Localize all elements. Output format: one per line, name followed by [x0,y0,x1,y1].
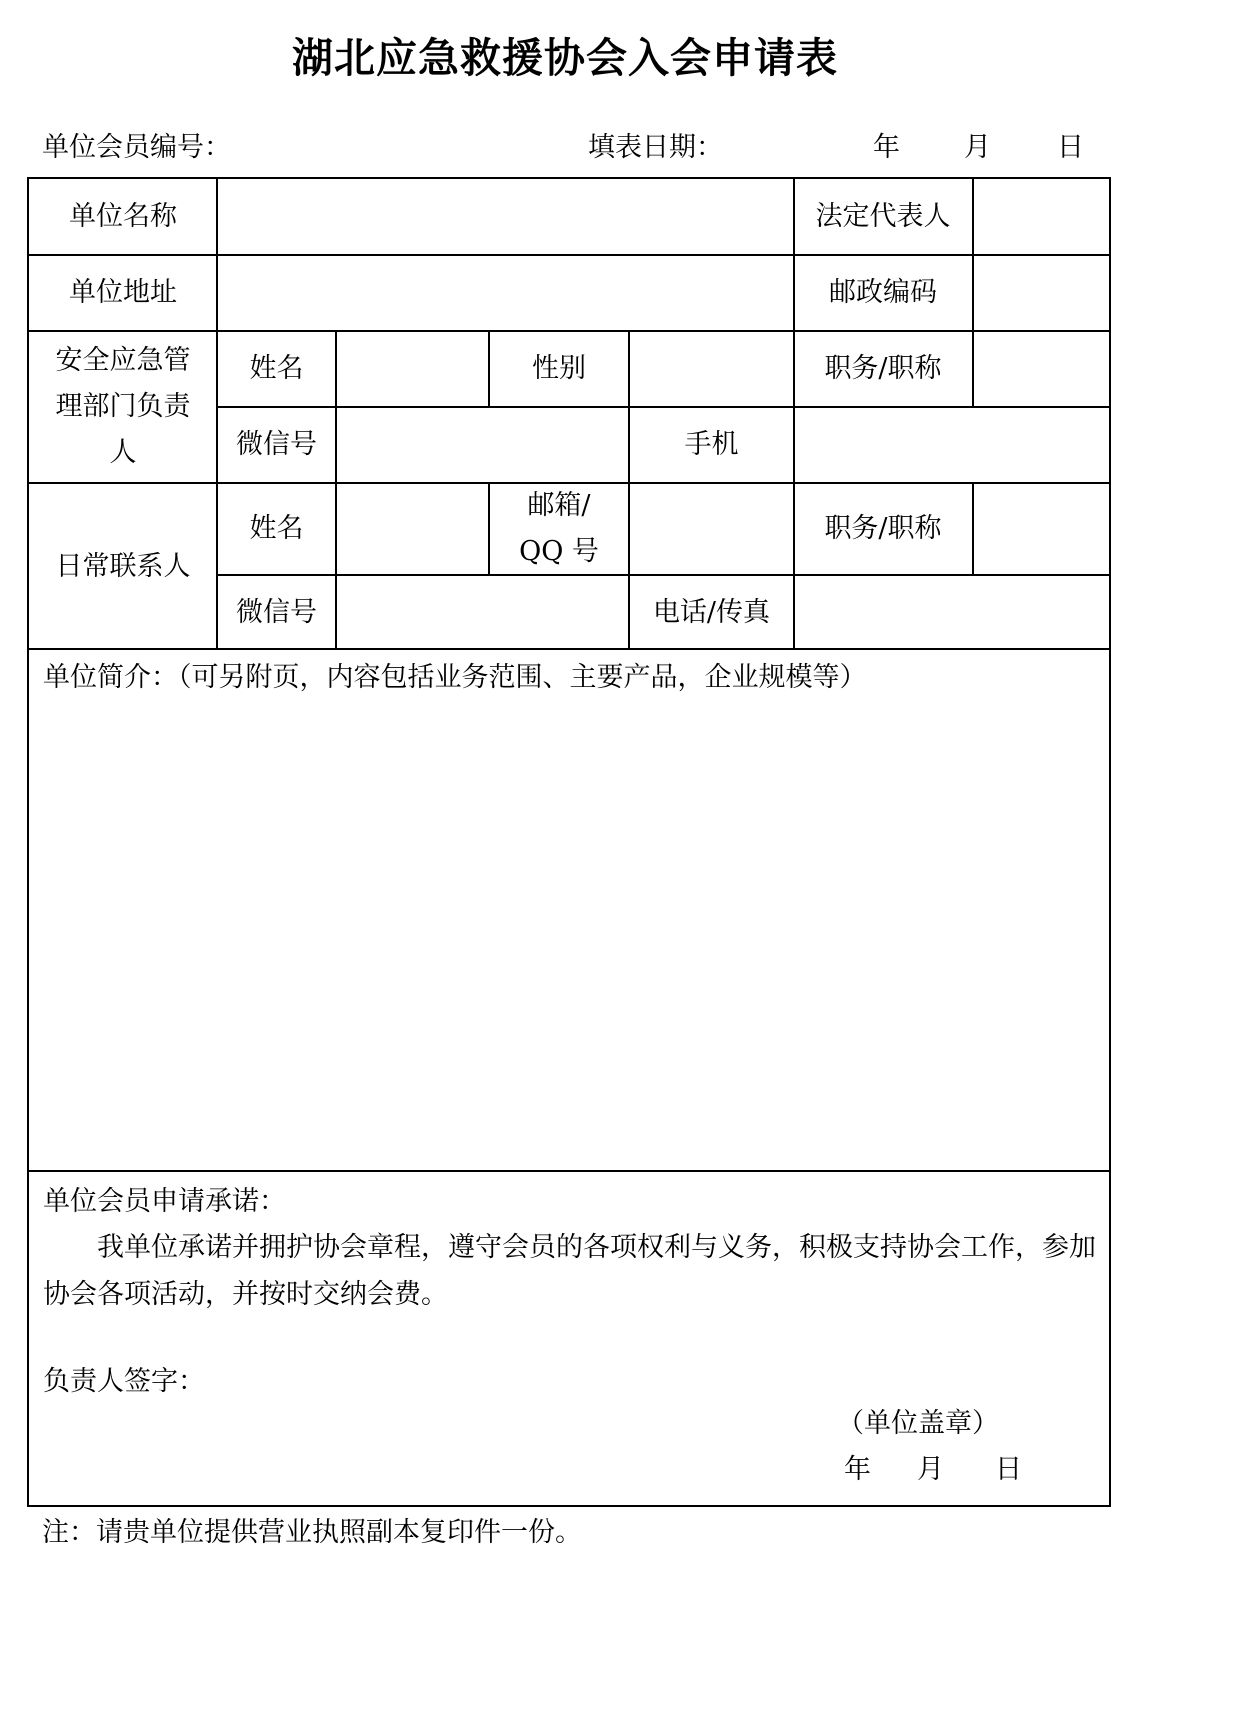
safety-head-label-line: 人 [109,436,137,468]
daily-contact-label: 日常联系人 [55,550,191,582]
safety-head-label-line: 理部门负责 [55,390,191,422]
signature-field[interactable] [219,1354,619,1410]
unit-address-label: 单位地址 [69,276,177,308]
daily-contact-name-label: 姓名 [249,512,304,544]
safety-head-wechat-field[interactable] [337,407,628,482]
daily-contact-phone-fax-label: 电话/传真 [652,596,771,628]
unit-intro-section [27,648,1111,1172]
info-table [27,177,1111,650]
unit-stamp-label: （单位盖章） [837,1408,999,1439]
postcode-field[interactable] [974,255,1109,330]
legal-rep-field[interactable] [974,179,1109,254]
unit-intro-field[interactable] [43,708,1095,1160]
safety-head-name-field[interactable] [337,331,488,406]
daily-contact-wechat-field[interactable] [337,575,628,650]
safety-head-name-label: 姓名 [249,352,304,384]
stamp-date-day: 日 [995,1454,1022,1485]
daily-contact-email-qq-label [490,483,628,574]
safety-head-title-label: 职务/职称 [824,352,942,384]
safety-head-gender-label: 性别 [532,352,586,384]
daily-contact-email-qq-field[interactable] [630,483,793,574]
unit-address-field[interactable] [218,255,793,330]
postcode-label: 邮政编码 [829,276,937,308]
daily-contact-title-label: 职务/职称 [824,512,942,544]
stamp-date-year: 年 [844,1454,871,1485]
date-day-label: 日 [1057,132,1084,163]
pledge-text: 我单位承诺并拥护协会章程，遵守会员的各项权利与义务，积极支持协会工作，参加协会各项活动，并按时交纳会费。 [43,1232,1096,1310]
safety-head-label [29,331,217,482]
safety-head-title-field[interactable] [974,331,1109,406]
unit-name-field[interactable] [218,179,793,254]
fill-date-label: 填表日期： [588,132,723,163]
stamp-date-month: 月 [917,1454,944,1485]
daily-contact-name-field[interactable] [337,483,488,574]
email-qq-label-line: QQ 号 [519,535,599,567]
pledge-section [27,1170,1111,1507]
unit-intro-label: 单位简介：（可另附页，内容包括业务范围、主要产品，企业规模等） [43,662,867,693]
daily-contact-title-field[interactable] [974,483,1109,574]
form-title: 湖北应急救援协会入会申请表 [292,34,838,82]
unit-name-label: 单位名称 [69,200,177,232]
footer-note: 注：请贵单位提供营业执照副本复印件一份。 [42,1517,582,1548]
daily-contact-wechat-label: 微信号 [236,596,317,628]
date-year-label: 年 [873,132,900,163]
safety-head-mobile-field[interactable] [794,407,1109,482]
safety-head-gender-field[interactable] [630,331,793,406]
safety-head-mobile-label: 手机 [684,428,739,460]
legal-rep-label: 法定代表人 [815,200,951,232]
member-number-label: 单位会员编号： [42,132,231,163]
pledge-title: 单位会员申请承诺： [43,1186,286,1217]
signature-label: 负责人签字： [43,1366,205,1397]
daily-contact-phone-fax-field[interactable] [794,575,1109,650]
safety-head-label-line: 安全应急管 [55,344,191,376]
date-month-label: 月 [964,132,991,163]
email-qq-label-line: 邮箱/ [527,489,591,521]
safety-head-wechat-label: 微信号 [236,428,317,460]
